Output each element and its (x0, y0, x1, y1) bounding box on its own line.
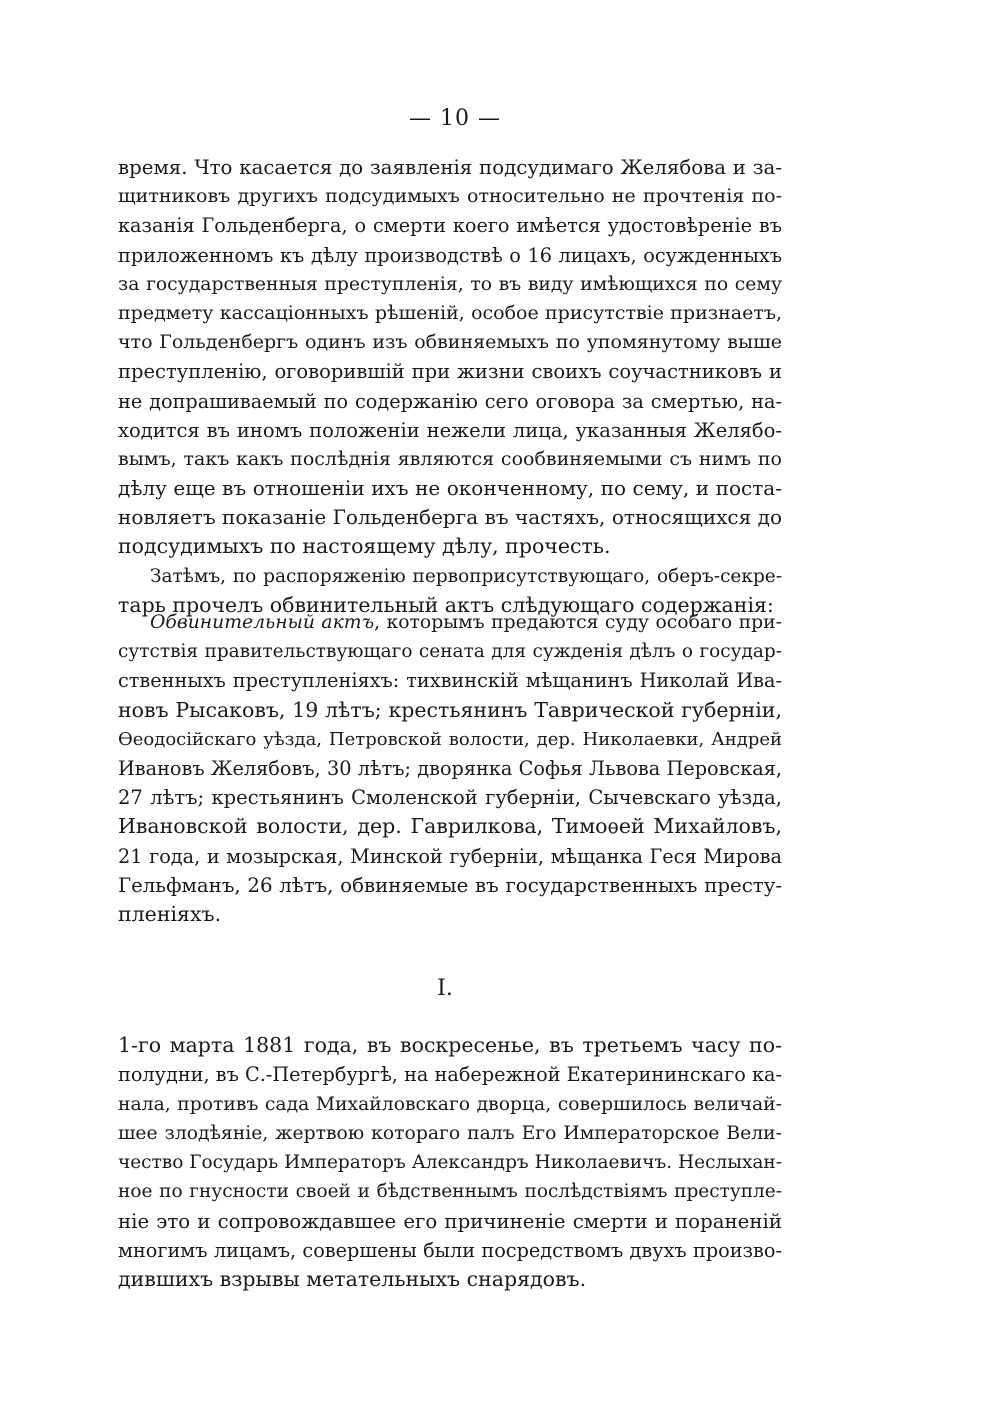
text-line: ходится въ иномъ положеніи нежели лица, указанныя Желябо- (118, 418, 782, 442)
text-line: подсудимыхъ по настоящему дѣлу, прочесть. (118, 534, 611, 559)
text-line: полудни, въ С.-Петербургѣ, на набережной Екатерининскаго ка- (118, 1063, 782, 1087)
text-line: новъ Рысаковъ, 19 лѣтъ; крестьянинъ Таврической губерніи, (118, 697, 782, 722)
text-line (118, 608, 782, 637)
text-line: ное по гнусности своей и бѣдственнымъ послѣдствіямъ преступле- (118, 1181, 782, 1203)
page-number: — 10 — (409, 106, 501, 131)
text-fragment: , которымъ предаются суду особаго при- (374, 612, 782, 633)
text-line: чество Государь Императоръ Александръ Николаевичъ. Неслыхан- (118, 1152, 782, 1174)
text-line: преступленію, оговорившій при жизни своихъ соучастниковъ и (118, 360, 782, 384)
text-line: вымъ, такъ какъ послѣднія являются сообвиняемыми съ нимъ по (118, 447, 782, 470)
text-line: 27 лѣтъ; крестьянинъ Смоленской губерніи, Сычевскаго уѣзда, (118, 786, 782, 810)
text-line: новляетъ показаніе Гольденберга въ частяхъ, относящихся до (118, 505, 782, 530)
text-line: казанія Гольденберга, о смерти коего имѣется удостовѣреніе въ (118, 214, 782, 238)
text-line: 21 года, и мозырская, Минской губерніи, мѣщанка Геся Мирова (118, 844, 782, 868)
text-block-section-1 (118, 1031, 782, 1295)
text-line: Ѳеодосійскаго уѣзда, Петровской волости, дер. Николаевки, Андрей (118, 728, 782, 750)
text-line: за государственныя преступленія, то въ виду имѣющихся по сему (118, 273, 782, 295)
text-line: пленіяхъ. (118, 901, 222, 926)
text-line: ніе это и сопровождавшее его причиненіе смерти и пораненій (118, 1209, 782, 1233)
text-line: что Гольденбергъ одинъ изъ обвиняемыхъ по упомянутому выше (118, 331, 782, 354)
text-block-resolution (118, 153, 782, 620)
text-line: ственныхъ преступленіяхъ: тихвинскій мѣщанинъ Николай Ива- (118, 669, 782, 693)
text-line: Затѣмъ, по распоряженію первоприсутствующаго, оберъ-секре- (150, 565, 782, 587)
text-line: Гельфманъ, 26 лѣтъ, обвиняемые въ государственныхъ престу- (118, 873, 782, 897)
text-line: Ивановской волости, дер. Гаврилкова, Тимоѳей Михайловъ, (118, 814, 782, 839)
text-line: нала, противъ сада Михайловскаго дворца, совершилось величай- (118, 1093, 782, 1115)
text-line: дившихъ взрывы метательныхъ снарядовъ. (118, 1267, 587, 1292)
text-line: не допрашиваемый по содержанію сего оговора за смертью, на- (118, 389, 782, 413)
text-line: приложенномъ къ дѣлу производствѣ о 16 лицахъ, осужденныхъ (118, 243, 782, 267)
text-line: щитниковъ другихъ подсудимыхъ относительно не прочтенія по- (118, 185, 782, 208)
text-line: многимъ лицамъ, совершены были посредствомъ двухъ произво- (118, 1239, 782, 1263)
text-line: сутствія правительствующаго сената для сужденія дѣлъ о государ- (118, 641, 782, 663)
text-line: время. Что касается до заявленія подсудимаго Желябова и за- (118, 156, 782, 179)
text-line: дѣлу еще въ отношеніи ихъ не оконченному, по сему, и поста- (118, 476, 782, 501)
text-line: 1-го марта 1881 года, въ воскресенье, въ третьемъ часу по- (118, 1033, 782, 1057)
text-block-indictment (118, 608, 782, 929)
text-line: предмету кассаціонныхъ рѣшеній, особое присутствіе признаетъ, (118, 301, 782, 324)
text-line: Ивановъ Желябовъ, 30 лѣтъ; дворянка Софья Львова Перовская, (118, 756, 782, 780)
text-line: шее злодѣяніе, жертвою котораго палъ Его Императорское Вели- (118, 1122, 782, 1144)
italic-lead-phrase: Обвинительный актъ (150, 612, 375, 633)
section-heading: I. (437, 976, 453, 1001)
text-line: тарь прочелъ обвинительный актъ слѣдующаго содержанія: (118, 592, 774, 617)
